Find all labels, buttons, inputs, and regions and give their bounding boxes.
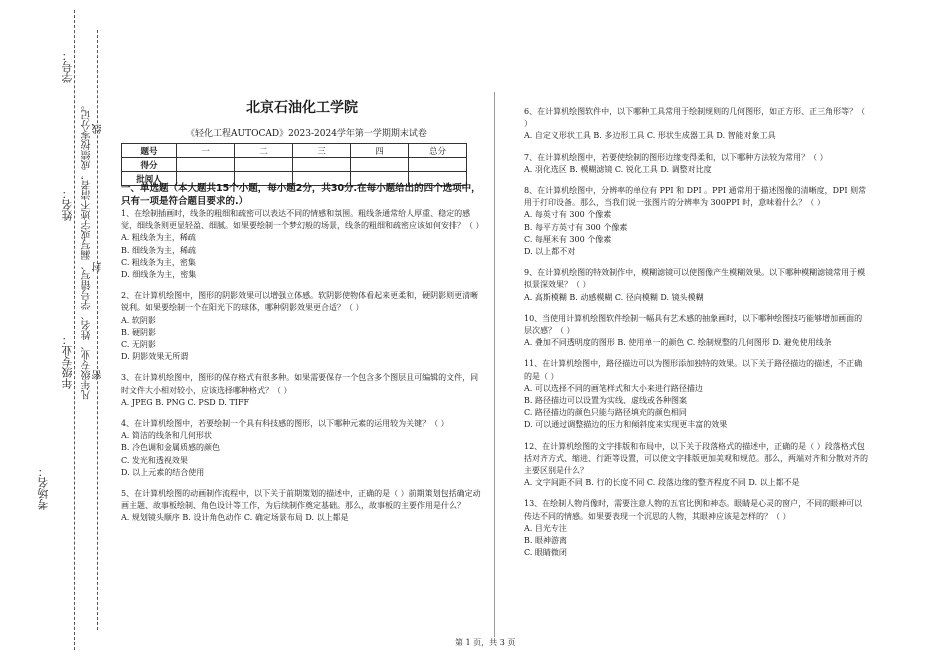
score-col-label: 题号	[122, 144, 177, 158]
question-stem: 3、在计算机绘图中，图形的保存格式有很多种。如果需要保存一个包含多个图层且可编辑的文件，同时文件大小相对较小，应该选择哪种格式？（ ）	[121, 373, 479, 395]
score-col-total: 总分	[409, 144, 467, 158]
option[interactable]: D. 以上元素的结合使用	[121, 467, 205, 477]
question-stem: 5、在计算机绘图的动画制作流程中，以下关于前期策划的描述中，正确的是（ ）前期策划包括确定动画主题、故事板绘制、角色设计等工作，为后续制作奠定基础。那么，故事板的主要作用是什么？	[121, 489, 481, 511]
option[interactable]: A. 粗线条为主，稀疏	[121, 233, 196, 243]
option[interactable]: A. 高斯模糊 B. 动感模糊 C. 径向模糊 D. 镜头模糊	[524, 292, 704, 302]
question-stem: 1、在绘制插画时，线条的粗细和疏密可以表达不同的情感和氛围。粗线条通常给人厚重、稳定的感觉，细线条则更显轻盈、细腻。如果要绘制一个梦幻般的场景，线条的粗细和疏密应该如何安排？（ ）	[121, 209, 484, 231]
option[interactable]: D. 阴影效果无所谓	[121, 352, 189, 362]
option[interactable]: C. 每厘米有 300 个像素	[524, 234, 612, 244]
exam-site-label: 考场名：	[37, 466, 50, 510]
question-12	[524, 441, 869, 490]
score-row-label: 得分	[122, 158, 177, 172]
question-stem: 7、在计算机绘图中，若要使绘制的图形边缘变得柔和，以下哪种方法较为常用？（ ）	[524, 152, 828, 162]
question-8	[524, 185, 869, 258]
score-cell[interactable]	[351, 158, 409, 172]
question-stem: 8、在计算机绘图中，分辨率的单位有 PPI 和 DPI 。PPI 通常用于描述图像的清晰度，DPI 则常用于打印设备。那么，当我们说一张图片的分辨率为 300PPI 时，意味着什么？（ ）	[524, 186, 867, 208]
page-footer: 第 1 页，共 3 页	[455, 638, 516, 647]
score-table	[121, 143, 467, 186]
score-col-4: 四	[351, 144, 409, 158]
question-stem: 2、在计算机绘图中，图形的阴影效果可以增强立体感。软阴影使物体看起来更柔和，硬阴影则更清晰锐利。如果要绘制一个在阳光下的球体，哪种阴影效果更合适？（ ）	[121, 291, 479, 313]
score-col-1: 一	[177, 144, 235, 158]
question-stem: 12、在计算机绘图的文字排版和布局中，以下关于段落格式的描述中，正确的是（ ）段落格式包括对齐方式、缩进、行距等设置，可以使文字排版更加美观和规范。那么，两端对齐和分散对齐的主要区别是什么？	[524, 441, 868, 476]
option[interactable]: A. 简洁的线条和几何形状	[121, 431, 212, 441]
option[interactable]: C. 无阴影	[121, 340, 156, 350]
option[interactable]: C. 发光和透视效果	[121, 455, 188, 465]
column-divider	[494, 92, 495, 637]
option[interactable]: A. JPEG B. PNG C. PSD D. TIFF	[121, 397, 250, 407]
question-6	[524, 106, 869, 143]
question-2	[121, 290, 481, 363]
score-col-3: 三	[293, 144, 351, 158]
seal-mark-2: 封	[93, 262, 104, 272]
grader-row-label: 批阅人	[122, 172, 177, 186]
school-title: 北京石油化工学院	[246, 100, 358, 116]
question-stem: 11、在计算机绘图中，路径描边可以为图形添加独特的效果。以下关于路径描边的描述，不正确的是（ ）	[524, 359, 863, 381]
score-table-header-row	[122, 144, 467, 158]
seal-mark-3: 线	[93, 124, 104, 134]
exam-subtitle: 《轻化工程AUTOCAD》2023-2024学年第一学期期末试卷	[186, 129, 427, 139]
option[interactable]: A. 每英寸有 300 个像素	[524, 210, 612, 220]
option[interactable]: A. 自定义形状工具 B. 多边形工具 C. 形状生成器工具 D. 智能对象工具	[524, 131, 776, 141]
question-10	[524, 313, 869, 350]
option[interactable]: A. 软阴影	[121, 315, 156, 325]
question-stem: 10、当使用计算机绘图软件绘制一幅具有艺术感的抽象画时，以下哪种绘图技巧能够增加画面的层次感？（ ）	[524, 313, 863, 336]
option[interactable]: A. 羽化选区 B. 模糊滤镜 C. 锐化工具 D. 调整对比度	[524, 164, 712, 174]
score-col-2: 二	[235, 144, 293, 158]
option[interactable]: B. 眼神游离	[524, 536, 567, 546]
binding-warning: 凡年级专业、姓名、学号错写、漏写或字迹不清者，成绩按零分记。	[82, 100, 93, 400]
section-heading: 一、单选题（本大题共15个小题，每小题2分，共30分.在每小题给出的四个选项中，只有一项是符合题目要求的.）	[121, 183, 481, 207]
question-11	[524, 358, 869, 431]
seal-mark-1: 密	[93, 370, 104, 380]
option[interactable]: A. 目光专注	[524, 523, 567, 533]
question-stem: 9、在计算机绘图的特效制作中，模糊滤镜可以使图像产生模糊效果。以下哪种模糊滤镜常用于模拟景深效果？（ ）	[524, 268, 866, 290]
question-stem: 6、在计算机绘图软件中，以下哪种工具常用于绘制规则的几何图形，如正方形、正三角形等？（ ）	[524, 107, 866, 129]
option[interactable]: D. 细线条为主，密集	[121, 270, 197, 280]
question-1	[121, 208, 484, 281]
option[interactable]: B. 细线条为主，稀疏	[121, 245, 196, 255]
option[interactable]: C. 路径描边的颜色只能与路径填充的颜色相同	[524, 408, 687, 418]
question-3	[121, 372, 481, 409]
question-stem: 13、在绘制人物肖像时，需要注意人物的五官比例和神态。眼睛是心灵的窗户，不同的眼神可以传达不同的情感。如果要表现一个沉思的人物，其眼神应该是怎样的？（ ）	[524, 499, 863, 521]
student-no-label: 学号：	[61, 50, 74, 83]
score-cell[interactable]	[177, 158, 235, 172]
option[interactable]: A. 文字间距不同 B. 行的长度不同 C. 段落边缘的整齐程度不同 D. 以上都不是	[524, 478, 800, 488]
option[interactable]: B. 硬阴影	[121, 327, 156, 337]
questions-left-column	[121, 208, 484, 525]
question-13	[524, 498, 869, 559]
question-7	[524, 152, 869, 176]
binding-line-outer	[74, 10, 75, 650]
score-cell[interactable]	[409, 158, 467, 172]
score-cell[interactable]	[235, 158, 293, 172]
question-stem: 4、在计算机绘图中，若要绘制一个具有科技感的图形，以下哪种元素的运用较为关键？（ ）	[121, 419, 449, 429]
question-5	[121, 488, 481, 525]
option[interactable]: B. 路径描边可以设置为实线、虚线或各种图案	[524, 396, 687, 406]
option[interactable]: A. 可以选择不同的画笔样式和大小来进行路径描边	[524, 383, 703, 393]
score-cell[interactable]	[293, 158, 351, 172]
grade-major-label: 年级专业：	[61, 334, 74, 389]
binding-line-inner	[97, 30, 98, 630]
option[interactable]: D. 可以通过调整描边的压力和倾斜度来实现更丰富的效果	[524, 420, 728, 430]
option[interactable]: B. 冷色调和金属质感的颜色	[121, 443, 220, 453]
name-label: 姓名：	[61, 188, 74, 221]
option[interactable]: A. 叠加不同透明度的图形 B. 使用单一的颜色 C. 绘制规整的几何图形 D. 避免使用线条	[524, 338, 832, 348]
option[interactable]: B. 每平方英寸有 300 个像素	[524, 222, 628, 232]
option[interactable]: C. 粗线条为主，密集	[121, 257, 196, 267]
question-9	[524, 267, 869, 304]
score-row	[122, 158, 467, 172]
option[interactable]: A. 规划镜头顺序 B. 设计角色动作 C. 确定场景布局 D. 以上都是	[121, 513, 349, 523]
option[interactable]: C. 眼睛微闭	[524, 548, 567, 558]
question-4	[121, 418, 481, 479]
questions-right-column	[524, 106, 869, 560]
option[interactable]: D. 以上都不对	[524, 247, 576, 257]
